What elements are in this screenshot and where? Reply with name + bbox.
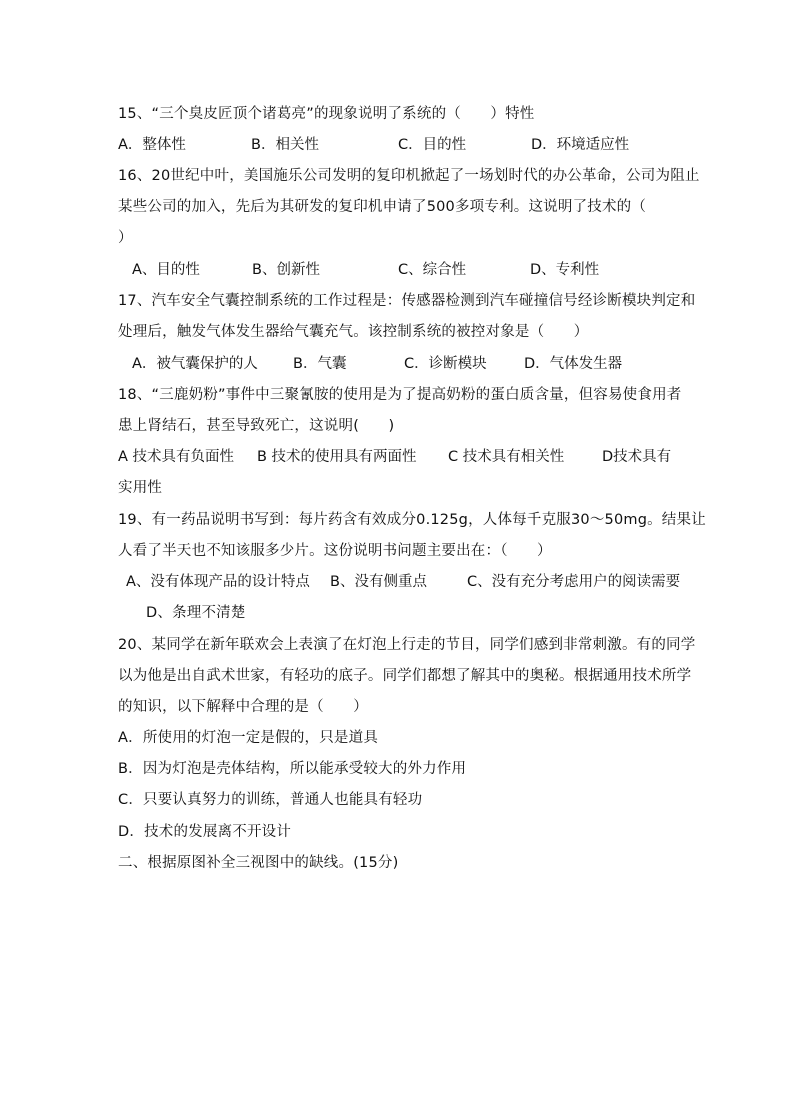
q17-option-b: B．气囊 bbox=[293, 356, 347, 372]
q15-option-c: C．目的性 bbox=[398, 137, 467, 153]
q16-stem-line-2: 某些公司的加入，先后为其研发的复印机申请了500多项专利。这说明了技术的（ bbox=[118, 199, 647, 215]
q16-option-a: A、目的性 bbox=[132, 262, 200, 278]
q19-stem-line-2: 人看了半天也不知该服多少片。这份说明书问题主要出在：（ ） bbox=[118, 543, 552, 559]
q15-option-b: B．相关性 bbox=[251, 137, 319, 153]
q18-option-d-continued: 实用性 bbox=[118, 480, 163, 496]
q16-options bbox=[132, 260, 632, 280]
q19-options bbox=[126, 572, 686, 592]
q16-option-c: C、综合性 bbox=[398, 262, 467, 278]
q15-option-a: A．整体性 bbox=[118, 137, 186, 153]
q20-option-d: D．技术的发展离不开设计 bbox=[118, 824, 292, 840]
q17-stem-line-2: 处理后，触发气体发生器给气囊充气。该控制系统的被控对象是（ ） bbox=[118, 324, 589, 340]
q18-option-c: C 技术具有相关性 bbox=[448, 449, 565, 465]
q16-stem-line-1: 16、20世纪中叶，美国施乐公司发明的复印机掀起了一场划时代的办公革命，公司为阻止 bbox=[118, 168, 700, 184]
q15-option-d: D．环境适应性 bbox=[531, 137, 630, 153]
q19-option-b: B、没有侧重点 bbox=[330, 574, 427, 590]
q17-options bbox=[132, 354, 632, 374]
q19-stem-line-1: 19、有一药品说明书写到：每片药含有效成分0.125g，人体每千克服30～50mg。结果让 bbox=[118, 512, 706, 528]
q18-stem-line-2: 患上肾结石，甚至导致死亡，这说明( ) bbox=[118, 418, 395, 434]
q20-stem-line-2: 以为他是出自武术世家，有轻功的底子。同学们都想了解其中的奥秘。根据通用技术所学 bbox=[118, 668, 692, 684]
q16-option-b: B、创新性 bbox=[252, 262, 320, 278]
q17-option-a: A．被气囊保护的人 bbox=[132, 356, 258, 372]
q17-option-c: C．诊断模块 bbox=[404, 356, 487, 372]
q20-option-c: C．只要认真努力的训练，普通人也能具有轻功 bbox=[118, 792, 423, 808]
q16-option-d: D、专利性 bbox=[530, 262, 600, 278]
q18-option-a: A 技术具有负面性 bbox=[118, 449, 235, 465]
q19-option-a: A、没有体现产品的设计特点 bbox=[126, 574, 310, 590]
q20-stem-line-1: 20、某同学在新年联欢会上表演了在灯泡上行走的节目，同学们感到非常刺激。有的同学 bbox=[118, 637, 696, 653]
q19-option-d: D、条理不清楚 bbox=[146, 605, 246, 621]
q18-options bbox=[118, 447, 678, 467]
q16-stem-line-3: ） bbox=[118, 230, 133, 246]
q20-stem-line-3: 的知识，以下解释中合理的是（ ） bbox=[118, 699, 368, 715]
q20-option-b: B．因为灯泡是壳体结构，所以能承受较大的外力作用 bbox=[118, 761, 467, 777]
q20-option-a: A．所使用的灯泡一定是假的，只是道具 bbox=[118, 730, 379, 746]
section-2-title: 二、根据原图补全三视图中的缺线。(15分) bbox=[118, 855, 399, 871]
q19-option-c: C、没有充分考虑用户的阅读需要 bbox=[467, 574, 681, 590]
q15-stem: 15、“三个臭皮匠顶个诸葛亮”的现象说明了系统的（ ）特性 bbox=[118, 106, 535, 122]
q17-option-d: D．气体发生器 bbox=[524, 356, 623, 372]
q18-option-d: D技术具有 bbox=[602, 449, 672, 465]
q18-option-b: B 技术的使用具有两面性 bbox=[257, 449, 417, 465]
q15-options bbox=[118, 135, 678, 155]
q18-stem-line-1: 18、“三鹿奶粉”事件中三聚氰胺的使用是为了提高奶粉的蛋白质含量，但容易使食用者 bbox=[118, 387, 682, 403]
q17-stem-line-1: 17、汽车安全气囊控制系统的工作过程是：传感器检测到汽车碰撞信号经诊断模块判定和 bbox=[118, 293, 696, 309]
